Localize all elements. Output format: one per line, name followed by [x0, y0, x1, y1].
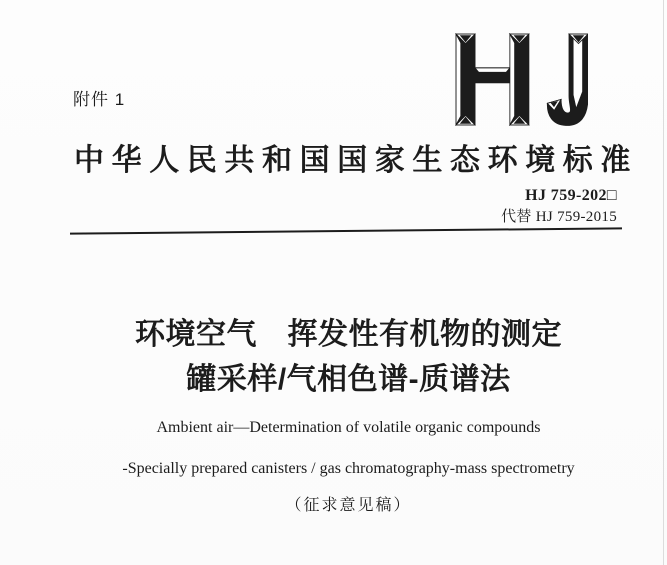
doc-title-en-line1: Ambient air—Determination of volatile organic compounds: [156, 419, 541, 436]
replaces-note: 代替 HJ 759-2015: [501, 209, 617, 225]
doc-title-en-line2: -Specially prepared canisters / gas chromatography-mass spectrometry: [122, 460, 575, 477]
doc-title-en: [30, 418, 667, 479]
org-title: 中华人民共和国国家生态环境标准: [74, 144, 638, 177]
hj-logo-letter-j: [547, 34, 588, 125]
scan-edge-line: [663, 0, 664, 565]
standard-number: HJ 759-202□: [525, 187, 617, 204]
hj-logo-letter-h: [456, 34, 529, 125]
doc-title-cn-line1: 环境空气 挥发性有机物的测定: [135, 318, 562, 351]
attachment-label: 附件 1: [73, 90, 126, 109]
doc-title-cn: [30, 312, 667, 402]
header-divider: [70, 227, 622, 234]
standard-meta: [501, 187, 617, 226]
draft-note: （征求意见稿）: [285, 497, 412, 514]
hj-logo: [455, 33, 588, 126]
doc-title-cn-line2: 罐采样/气相色谱-质谱法: [186, 363, 511, 396]
